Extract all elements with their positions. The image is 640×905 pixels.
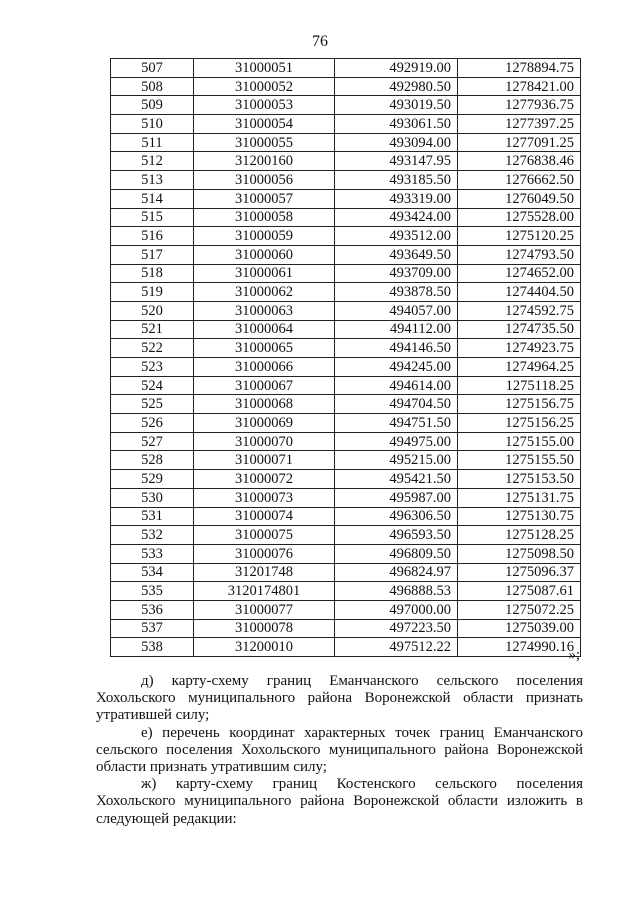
point-number-cell: 521 <box>111 320 194 339</box>
table-row <box>111 507 581 526</box>
x-coordinate-cell: 496824.97 <box>335 563 458 582</box>
point-number-cell: 517 <box>111 245 194 264</box>
table-row <box>111 526 581 545</box>
paragraph-zh: ж) карту-схему границ Костенского сельского поселения Хохольского муниципального района Воронежской области изложить в следующей редакции: <box>96 776 583 827</box>
point-number-cell: 508 <box>111 77 194 96</box>
x-coordinate-cell: 496809.50 <box>335 544 458 563</box>
point-number-cell: 518 <box>111 264 194 283</box>
point-id-cell: 31000054 <box>194 115 335 134</box>
y-coordinate-cell: 1274652.00 <box>458 264 581 283</box>
x-coordinate-cell: 493185.50 <box>335 171 458 190</box>
paragraph-d: д) карту-схему границ Еманчанского сельского поселения Хохольского муниципального района Воронежской области признать утратившей силу; <box>96 673 583 724</box>
point-id-cell: 31000067 <box>194 376 335 395</box>
y-coordinate-cell: 1274735.50 <box>458 320 581 339</box>
y-coordinate-cell: 1275096.37 <box>458 563 581 582</box>
point-id-cell: 31000068 <box>194 395 335 414</box>
x-coordinate-cell: 492919.00 <box>335 59 458 78</box>
table-row <box>111 451 581 470</box>
table-row <box>111 470 581 489</box>
point-id-cell: 31200010 <box>194 638 335 657</box>
point-id-cell: 31000057 <box>194 189 335 208</box>
point-id-cell: 31000069 <box>194 414 335 433</box>
x-coordinate-cell: 493512.00 <box>335 227 458 246</box>
y-coordinate-cell: 1275155.00 <box>458 432 581 451</box>
point-id-cell: 31000060 <box>194 245 335 264</box>
point-id-cell: 31000059 <box>194 227 335 246</box>
table-row <box>111 171 581 190</box>
point-number-cell: 536 <box>111 600 194 619</box>
y-coordinate-cell: 1274404.50 <box>458 283 581 302</box>
point-number-cell: 507 <box>111 59 194 78</box>
y-coordinate-cell: 1276662.50 <box>458 171 581 190</box>
point-number-cell: 519 <box>111 283 194 302</box>
x-coordinate-cell: 493649.50 <box>335 245 458 264</box>
table-row <box>111 339 581 358</box>
y-coordinate-cell: 1275098.50 <box>458 544 581 563</box>
x-coordinate-cell: 494614.00 <box>335 376 458 395</box>
x-coordinate-cell: 497223.50 <box>335 619 458 638</box>
table-row <box>111 414 581 433</box>
point-id-cell: 31000077 <box>194 600 335 619</box>
x-coordinate-cell: 494146.50 <box>335 339 458 358</box>
y-coordinate-cell: 1275087.61 <box>458 582 581 601</box>
point-number-cell: 513 <box>111 171 194 190</box>
closing-quote: »; <box>568 647 580 663</box>
y-coordinate-cell: 1278894.75 <box>458 59 581 78</box>
table-row <box>111 432 581 451</box>
point-id-cell: 31000056 <box>194 171 335 190</box>
point-id-cell: 31000073 <box>194 488 335 507</box>
point-id-cell: 31000053 <box>194 96 335 115</box>
point-number-cell: 538 <box>111 638 194 657</box>
point-id-cell: 31000078 <box>194 619 335 638</box>
point-number-cell: 523 <box>111 358 194 377</box>
x-coordinate-cell: 493319.00 <box>335 189 458 208</box>
y-coordinate-cell: 1277936.75 <box>458 96 581 115</box>
point-number-cell: 520 <box>111 301 194 320</box>
point-id-cell: 31000063 <box>194 301 335 320</box>
point-number-cell: 516 <box>111 227 194 246</box>
x-coordinate-cell: 494975.00 <box>335 432 458 451</box>
y-coordinate-cell: 1275130.75 <box>458 507 581 526</box>
table-row <box>111 115 581 134</box>
x-coordinate-cell: 493019.50 <box>335 96 458 115</box>
y-coordinate-cell: 1277397.25 <box>458 115 581 134</box>
point-id-cell: 31000052 <box>194 77 335 96</box>
table-row <box>111 189 581 208</box>
y-coordinate-cell: 1275120.25 <box>458 227 581 246</box>
x-coordinate-cell: 493878.50 <box>335 283 458 302</box>
point-number-cell: 528 <box>111 451 194 470</box>
y-coordinate-cell: 1278421.00 <box>458 77 581 96</box>
point-id-cell: 31000062 <box>194 283 335 302</box>
point-number-cell: 510 <box>111 115 194 134</box>
x-coordinate-cell: 494704.50 <box>335 395 458 414</box>
y-coordinate-cell: 1275128.25 <box>458 526 581 545</box>
point-id-cell: 3120174801 <box>194 582 335 601</box>
point-id-cell: 31000072 <box>194 470 335 489</box>
x-coordinate-cell: 494057.00 <box>335 301 458 320</box>
table-row <box>111 133 581 152</box>
coordinates-table <box>110 58 581 657</box>
x-coordinate-cell: 494751.50 <box>335 414 458 433</box>
x-coordinate-cell: 496306.50 <box>335 507 458 526</box>
x-coordinate-cell: 492980.50 <box>335 77 458 96</box>
table-row <box>111 59 581 78</box>
point-number-cell: 514 <box>111 189 194 208</box>
table-row <box>111 395 581 414</box>
table-row <box>111 320 581 339</box>
point-id-cell: 31000066 <box>194 358 335 377</box>
table-row <box>111 283 581 302</box>
point-number-cell: 534 <box>111 563 194 582</box>
point-id-cell: 31000061 <box>194 264 335 283</box>
point-number-cell: 529 <box>111 470 194 489</box>
y-coordinate-cell: 1275156.25 <box>458 414 581 433</box>
coordinates-table-body <box>111 59 581 657</box>
table-row <box>111 544 581 563</box>
y-coordinate-cell: 1275131.75 <box>458 488 581 507</box>
x-coordinate-cell: 493094.00 <box>335 133 458 152</box>
point-number-cell: 525 <box>111 395 194 414</box>
x-coordinate-cell: 493709.00 <box>335 264 458 283</box>
y-coordinate-cell: 1274964.25 <box>458 358 581 377</box>
point-number-cell: 530 <box>111 488 194 507</box>
point-number-cell: 527 <box>111 432 194 451</box>
x-coordinate-cell: 493424.00 <box>335 208 458 227</box>
table-row <box>111 96 581 115</box>
point-id-cell: 31000051 <box>194 59 335 78</box>
point-number-cell: 532 <box>111 526 194 545</box>
table-row <box>111 301 581 320</box>
y-coordinate-cell: 1275039.00 <box>458 619 581 638</box>
point-id-cell: 31000076 <box>194 544 335 563</box>
x-coordinate-cell: 493147.95 <box>335 152 458 171</box>
point-id-cell: 31000071 <box>194 451 335 470</box>
x-coordinate-cell: 497512.22 <box>335 638 458 657</box>
point-id-cell: 31201748 <box>194 563 335 582</box>
point-id-cell: 31000074 <box>194 507 335 526</box>
x-coordinate-cell: 496593.50 <box>335 526 458 545</box>
point-id-cell: 31000058 <box>194 208 335 227</box>
point-id-cell: 31200160 <box>194 152 335 171</box>
table-row <box>111 77 581 96</box>
x-coordinate-cell: 495987.00 <box>335 488 458 507</box>
point-number-cell: 526 <box>111 414 194 433</box>
point-number-cell: 511 <box>111 133 194 152</box>
y-coordinate-cell: 1275156.75 <box>458 395 581 414</box>
point-number-cell: 531 <box>111 507 194 526</box>
point-number-cell: 515 <box>111 208 194 227</box>
body-text <box>96 673 583 828</box>
y-coordinate-cell: 1275072.25 <box>458 600 581 619</box>
y-coordinate-cell: 1276049.50 <box>458 189 581 208</box>
table-row <box>111 227 581 246</box>
x-coordinate-cell: 494112.00 <box>335 320 458 339</box>
point-number-cell: 533 <box>111 544 194 563</box>
point-number-cell: 509 <box>111 96 194 115</box>
point-id-cell: 31000055 <box>194 133 335 152</box>
page-number: 76 <box>312 33 328 50</box>
x-coordinate-cell: 495421.50 <box>335 470 458 489</box>
table-row <box>111 245 581 264</box>
paragraph-e: е) перечень координат характерных точек границ Еманчанского сельского поселения Хохольского муниципального района Воронежской области признать утратившим силу; <box>96 724 583 776</box>
x-coordinate-cell: 493061.50 <box>335 115 458 134</box>
point-number-cell: 512 <box>111 152 194 171</box>
point-number-cell: 522 <box>111 339 194 358</box>
point-id-cell: 31000064 <box>194 320 335 339</box>
x-coordinate-cell: 496888.53 <box>335 582 458 601</box>
y-coordinate-cell: 1275118.25 <box>458 376 581 395</box>
table-row <box>111 376 581 395</box>
table-row <box>111 638 581 657</box>
y-coordinate-cell: 1277091.25 <box>458 133 581 152</box>
table-row <box>111 488 581 507</box>
table-row <box>111 358 581 377</box>
table-row <box>111 563 581 582</box>
table-row <box>111 582 581 601</box>
x-coordinate-cell: 494245.00 <box>335 358 458 377</box>
point-id-cell: 31000065 <box>194 339 335 358</box>
table-row <box>111 264 581 283</box>
point-id-cell: 31000070 <box>194 432 335 451</box>
point-number-cell: 535 <box>111 582 194 601</box>
y-coordinate-cell: 1275153.50 <box>458 470 581 489</box>
point-id-cell: 31000075 <box>194 526 335 545</box>
point-number-cell: 537 <box>111 619 194 638</box>
table-row <box>111 600 581 619</box>
table-row <box>111 152 581 171</box>
table-row <box>111 619 581 638</box>
y-coordinate-cell: 1275528.00 <box>458 208 581 227</box>
y-coordinate-cell: 1274793.50 <box>458 245 581 264</box>
x-coordinate-cell: 495215.00 <box>335 451 458 470</box>
point-number-cell: 524 <box>111 376 194 395</box>
x-coordinate-cell: 497000.00 <box>335 600 458 619</box>
y-coordinate-cell: 1274990.16 <box>458 638 581 657</box>
table-row <box>111 208 581 227</box>
y-coordinate-cell: 1276838.46 <box>458 152 581 171</box>
y-coordinate-cell: 1274923.75 <box>458 339 581 358</box>
y-coordinate-cell: 1275155.50 <box>458 451 581 470</box>
y-coordinate-cell: 1274592.75 <box>458 301 581 320</box>
